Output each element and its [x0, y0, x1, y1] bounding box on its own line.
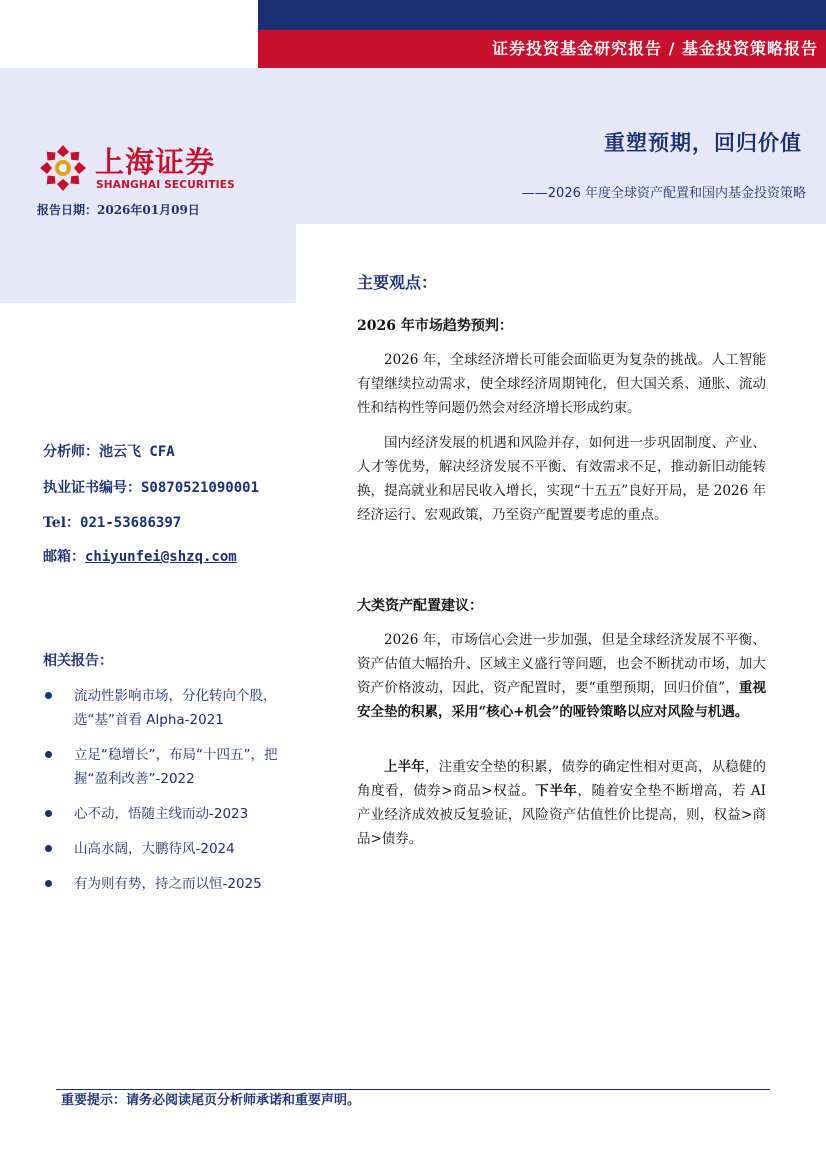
bullet-icon	[45, 692, 52, 699]
email-link[interactable]: chiyunfei@shzq.com	[85, 549, 237, 565]
logo-name-en: SHANGHAI SECURITIES	[96, 179, 235, 191]
analyst-tel: Tel：021-53686397	[43, 515, 182, 531]
related-report-item[interactable]: 心不动，悟随主线而动-2023	[43, 802, 283, 826]
analyst-name: 分析师：池云飞 CFA	[43, 444, 175, 460]
allocation-heading: 大类资产配置建议：	[357, 598, 483, 614]
related-report-item[interactable]: 流动性影响市场，分化转向个股，选“基”首看 Alpha-2021	[43, 684, 283, 732]
footer-divider	[56, 1089, 770, 1090]
report-category: 证券投资基金研究报告 / 基金投资策略报告	[492, 39, 818, 58]
report-title: 重塑预期，回归价值	[604, 130, 802, 155]
footer-notice: 重要提示：请务必阅读尾页分析师承诺和重要声明。	[61, 1093, 361, 1108]
shanghai-securities-logo-icon	[38, 143, 88, 193]
header-navy-bar	[258, 0, 826, 30]
analyst-email: 邮箱：chiyunfei@shzq.com	[43, 549, 237, 565]
report-date: 报告日期：2026年01月09日	[37, 203, 200, 217]
trend-paragraph-1: 2026 年，全球经济增长可能会面临更为复杂的挑战。人工智能有望继续拉动需求，使全球经济周期钝化，但大国关系、通胀、流动性和结构性等问题仍然会对经济增长形成约束。	[357, 352, 766, 416]
related-report-item[interactable]: 立足“稳增长”，布局“十四五”，把握“盈利改善”-2022	[43, 743, 283, 791]
main-points-heading: 主要观点：	[357, 273, 438, 292]
trend-paragraph-2: 国内经济发展的机遇和风险并存，如何进一步巩固制度、产业、人才等优势，解决经济发展不平衡、有效需求不足，推动新旧动能转换，提高就业和居民收入增长，实现“十五五”良好开局，是 2026 年经济运行、宏观政策，乃至资产配置要考虑的重点。	[357, 435, 766, 523]
bullet-icon	[45, 751, 52, 758]
logo-name-cn: 上海证券	[95, 145, 216, 179]
bullet-icon	[45, 845, 52, 852]
left-banner-extension	[0, 224, 296, 303]
bullet-icon	[45, 880, 52, 887]
analyst-cert: 执业证书编号：S0870521090001	[43, 480, 260, 496]
bullet-icon	[45, 810, 52, 817]
report-subtitle: ——2026 年度全球资产配置和国内基金投资策略	[521, 186, 806, 201]
related-reports-list	[43, 684, 283, 907]
trend-heading: 2026 年市场趋势预判：	[357, 318, 513, 334]
related-report-item[interactable]: 山高水阔，大鹏待风-2024	[43, 837, 283, 861]
allocation-paragraph-2: 上半年，注重安全垫的积累，债券的确定性相对更高，从稳健的角度看，债券>商品>权益。下半年，随着安全垫不断增高，若 AI 产业经济成效被反复验证，风险资产估值性价比提高，则，权益>商品>债券。	[357, 759, 767, 847]
related-report-item[interactable]: 有为则有势，持之而以恒-2025	[43, 872, 283, 896]
related-reports-title: 相关报告：	[43, 653, 113, 669]
allocation-paragraph-1: 2026 年，市场信心会进一步加强，但是全球经济发展不平衡、资产估值大幅抬升、区域主义盛行等问题，也会不断扰动市场，加大资产价格波动，因此，资产配置时，要“重塑预期，回归价值”，重视安全垫的积累，采用“核心+机会”的哑铃策略以应对风险与机遇。	[357, 632, 766, 720]
